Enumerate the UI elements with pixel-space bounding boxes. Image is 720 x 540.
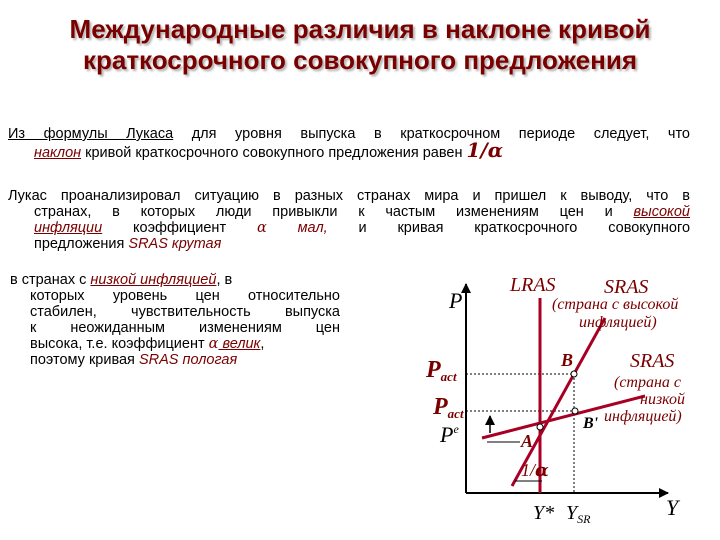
sras-high-note-2: инфляцией)	[579, 314, 657, 331]
para3-line1-end: , в	[216, 272, 233, 288]
slope-word: наклон	[34, 145, 82, 161]
x-axis-label: Y	[666, 495, 679, 520]
p-expected-label: $P^e$	[440, 422, 459, 447]
para3-line1-text: в странах с	[10, 272, 91, 288]
para3-line5-end: ,	[260, 336, 265, 352]
point-b-label: B	[561, 350, 574, 370]
para2-line2-text: странах, в которых люди привыкли к частым изменениям цен и	[34, 204, 634, 220]
point-b-prime-label: B'	[583, 415, 599, 432]
para3-line6-text: поэтому кривая	[30, 352, 139, 368]
para1-rest: для уровня выпуска в краткосрочном периоде следует, что	[173, 126, 690, 142]
point-a-marker	[537, 424, 543, 430]
y-star-label: Y*	[533, 502, 555, 524]
para3-line-3: стабилен, чувствительность выпуска	[30, 304, 340, 320]
para2-line-1: Лукас проанализировал ситуацию в разных странах мира и пришел к выводу, что в	[8, 188, 690, 204]
para1-line2-rest: кривой краткосрочного совокупного предложения равен	[81, 145, 467, 161]
lucas-formula-ref: Из формулы Лукаса	[8, 126, 174, 142]
para3-line-2: которых уровень цен относительно	[30, 288, 340, 304]
y-axis-label: P	[449, 288, 463, 313]
lras-label: LRAS	[510, 274, 556, 296]
coef-word: коэффициент	[102, 220, 257, 236]
y-sr-label: $Y_{SR}$	[566, 502, 591, 526]
alpha-symbol: α	[208, 336, 219, 352]
sras-word: SRAS	[138, 352, 179, 368]
point-a-label: A	[521, 431, 534, 451]
para3-line-4: к неожиданным изменениям цен	[30, 320, 340, 336]
sras-low-note-1: (страна с	[614, 374, 682, 391]
alpha-symbol: α	[256, 220, 267, 236]
title-line-1: Международные различия в наклоне кривой	[69, 14, 651, 44]
flat-word: пологая	[178, 352, 238, 368]
title-line-2: краткосрочного совокупного предложения	[82, 45, 638, 75]
point-b-prime-marker	[572, 408, 578, 414]
low-inflation-phrase: низкой инфляцией	[90, 272, 217, 288]
sras-high-note-1: (страна с высокой	[552, 296, 679, 313]
para2-line4-text: предложения	[34, 236, 129, 252]
sras-low-label: SRAS	[630, 350, 675, 372]
p-act-upper-label: Pact	[426, 357, 457, 384]
large-word: велик	[218, 336, 261, 352]
sras-low-note-3: инфляцией)	[604, 408, 682, 425]
sras-low-note-2: низкой	[640, 391, 686, 408]
sras-high-label: SRAS	[604, 276, 649, 298]
slope-formula: 1/α	[466, 138, 504, 162]
high-word: высокой	[633, 204, 690, 220]
para2-line3-rest: и кривая краткосрочного совокупного	[327, 220, 691, 236]
inflation-word: инфляции	[34, 220, 103, 236]
steep-word: крутая	[167, 236, 222, 252]
sras-word: SRAS	[128, 236, 168, 252]
para3-line5-text: высока, т.е. коэффициент	[30, 336, 209, 352]
slope-label: 1/α	[521, 460, 549, 481]
point-b-marker	[571, 371, 577, 377]
p-act-lower-label: Pact	[433, 394, 464, 421]
small-word: мал,	[266, 220, 328, 236]
